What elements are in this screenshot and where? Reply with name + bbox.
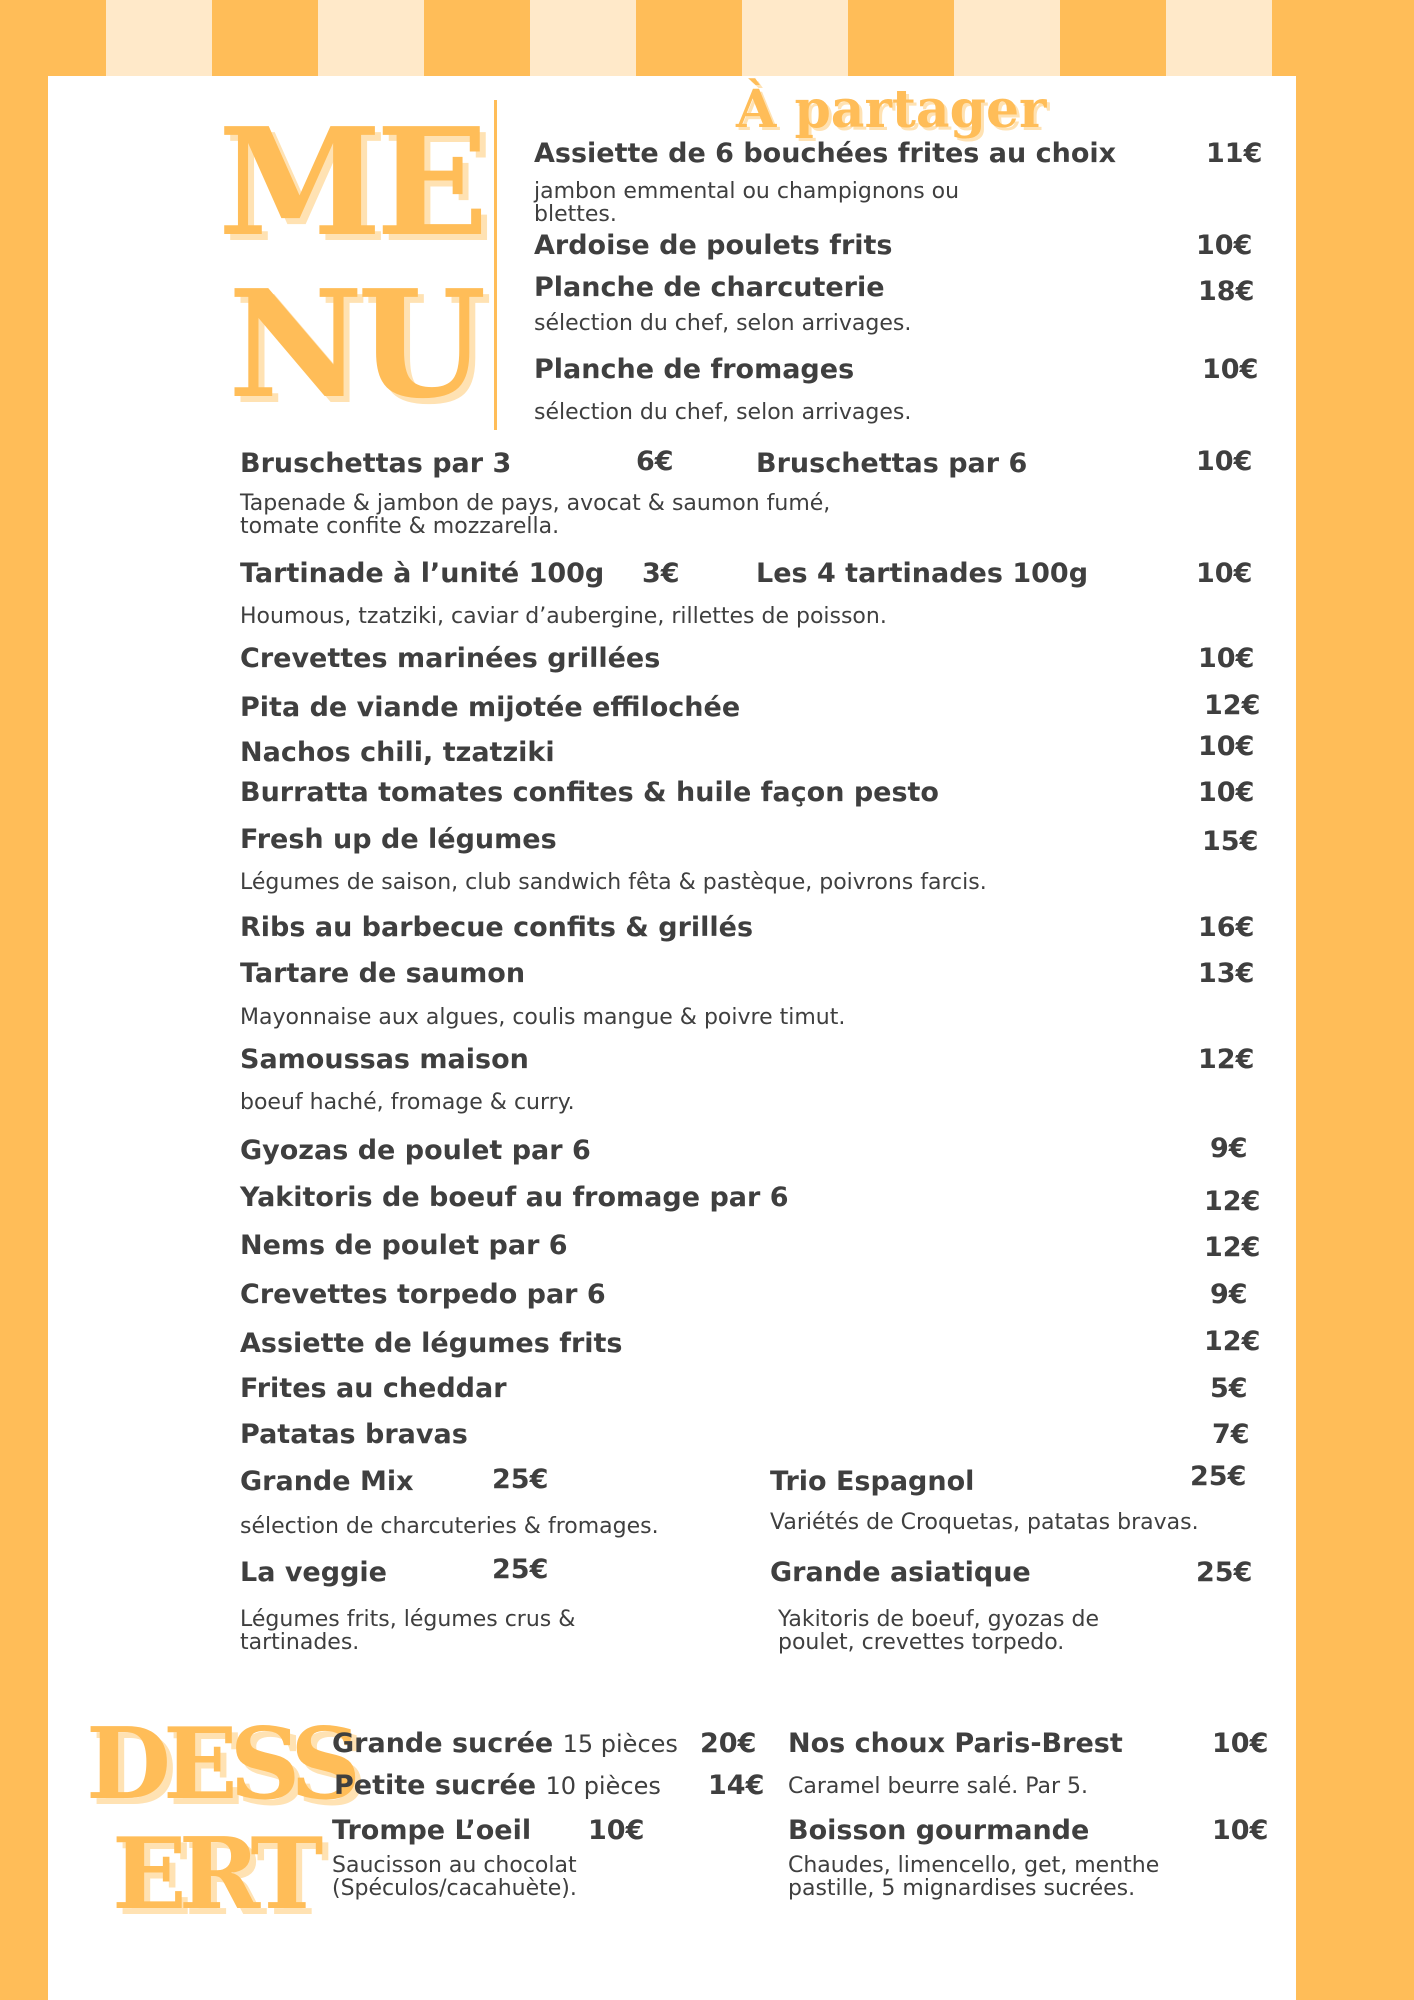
item-name: Planche de charcuterie	[534, 272, 885, 303]
item-name: Les 4 tartinades 100g	[756, 558, 1089, 589]
item-price: 16€	[1198, 912, 1255, 943]
dessert-qty: 15 pièces	[562, 1730, 678, 1758]
item-name: Pita de viande mijotée effilochée	[240, 692, 741, 723]
item-name: Gyozas de poulet par 6	[240, 1135, 591, 1166]
item-price: 12€	[1198, 1044, 1255, 1075]
item-name: Crevettes marinées grillées	[240, 643, 661, 674]
item-price: 12€	[1204, 690, 1261, 721]
item-price: 9€	[1210, 1279, 1248, 1310]
item-name: Frites au cheddar	[240, 1373, 507, 1404]
item-price: 12€	[1204, 1232, 1261, 1263]
dessert-price: 10€	[1212, 1815, 1269, 1846]
item-price: 10€	[1196, 446, 1253, 477]
dessert-name	[334, 1772, 661, 1799]
item-desc: Houmous, tzatziki, caviar d’aubergine, rillettes de poisson.	[240, 604, 887, 629]
platter-price: 25€	[1196, 1557, 1253, 1588]
left-border	[0, 0, 48, 2000]
item-price: 9€	[1210, 1133, 1248, 1164]
item-name: Fresh up de légumes	[240, 824, 557, 855]
dessert-logo-line1: DESS	[86, 1707, 354, 1822]
item-desc: Tapenade & jambon de pays, avocat & saumon fumé, tomate confite & mozzarella.	[240, 491, 831, 540]
dessert-desc: Caramel beurre salé. Par 5.	[788, 1774, 1088, 1799]
share-title: À partager	[736, 79, 1047, 140]
item-name: Assiette de 6 bouchées frites au choix	[534, 138, 1117, 169]
item-price: 6€	[636, 446, 674, 477]
item-price: 11€	[1206, 138, 1263, 169]
dessert-desc: Saucisson au chocolat (Spéculos/cacahuète).	[332, 1853, 577, 1902]
item-name: Nems de poulet par 6	[240, 1230, 568, 1261]
dessert-price: 20€	[700, 1728, 757, 1759]
dessert-name: Trompe L’oeil	[332, 1815, 532, 1846]
platter-name: Trio Espagnol	[770, 1466, 975, 1497]
item-price: 10€	[1198, 643, 1255, 674]
item-desc: sélection du chef, selon arrivages.	[534, 400, 912, 425]
item-name: Planche de fromages	[534, 354, 855, 385]
item-price: 10€	[1198, 731, 1255, 762]
dessert-title: Petite sucrée	[334, 1770, 537, 1801]
item-name: Bruschettas par 6	[756, 448, 1028, 479]
platter-desc: Variétés de Croquetas, patatas bravas.	[770, 1510, 1199, 1535]
platter-desc: Yakitoris de boeuf, gyozas de poulet, crevettes torpedo.	[778, 1607, 1099, 1656]
dessert-logo-line2: ERT	[112, 1817, 316, 1932]
item-price: 15€	[1202, 826, 1259, 857]
item-desc: Mayonnaise aux algues, coulis mangue & poivre timut.	[240, 1005, 846, 1030]
item-price: 13€	[1198, 958, 1255, 989]
item-price: 10€	[1196, 558, 1253, 589]
item-name: Tartinade à l’unité 100g	[240, 558, 605, 589]
dessert-title: Grande sucrée	[332, 1728, 554, 1759]
dessert-price: 10€	[588, 1815, 645, 1846]
divider	[494, 100, 497, 430]
item-name: Burratta tomates confites & huile façon pesto	[240, 777, 939, 808]
item-price: 10€	[1202, 354, 1259, 385]
menu-logo-line2: NU	[228, 257, 481, 431]
item-price: 5€	[1210, 1373, 1248, 1404]
item-name: Patatas bravas	[240, 1419, 468, 1450]
item-name: Crevettes torpedo par 6	[240, 1279, 606, 1310]
platter-name: Grande Mix	[240, 1466, 414, 1497]
item-name: Tartare de saumon	[240, 958, 526, 989]
item-price: 12€	[1204, 1186, 1261, 1217]
item-desc: sélection du chef, selon arrivages.	[534, 311, 912, 336]
dessert-price: 10€	[1212, 1728, 1269, 1759]
item-desc: Légumes de saison, club sandwich fêta & pastèque, poivrons farcis.	[240, 870, 987, 895]
dessert-price: 14€	[708, 1770, 765, 1801]
dessert-qty: 10 pièces	[545, 1772, 661, 1800]
item-name: Bruschettas par 3	[240, 448, 512, 479]
item-price: 10€	[1196, 230, 1253, 261]
item-name: Samoussas maison	[240, 1044, 529, 1075]
platter-price: 25€	[1190, 1461, 1247, 1492]
dessert-name	[332, 1730, 678, 1757]
item-desc: boeuf haché, fromage & curry.	[240, 1090, 575, 1115]
platter-name: La veggie	[240, 1557, 387, 1588]
item-price: 18€	[1198, 276, 1255, 307]
item-desc: jambon emmental ou champignons ou blettes.	[534, 179, 960, 228]
dessert-name: Nos choux Paris-Brest	[788, 1728, 1123, 1759]
dessert-name: Boisson gourmande	[788, 1815, 1090, 1846]
dessert-desc: Chaudes, limencello, get, menthe pastille, 5 mignardises sucrées.	[788, 1853, 1160, 1902]
item-name: Assiette de légumes frits	[240, 1328, 623, 1359]
item-price: 10€	[1198, 777, 1255, 808]
item-name: Yakitoris de boeuf au fromage par 6	[240, 1182, 789, 1213]
platter-price: 25€	[492, 1554, 549, 1585]
item-price: 12€	[1204, 1326, 1261, 1357]
item-price: 7€	[1212, 1419, 1250, 1450]
item-name: Ribs au barbecue confits & grillés	[240, 912, 754, 943]
item-name: Ardoise de poulets frits	[534, 230, 893, 261]
platter-name: Grande asiatique	[770, 1557, 1031, 1588]
platter-desc: sélection de charcuteries & fromages.	[240, 1514, 659, 1539]
right-border	[1300, 0, 1414, 2000]
platter-desc: Légumes frits, légumes crus & tartinades.	[240, 1607, 576, 1656]
platter-price: 25€	[492, 1464, 549, 1495]
menu-logo-line1: ME	[218, 95, 483, 269]
item-price: 3€	[642, 558, 680, 589]
item-name: Nachos chili, tzatziki	[240, 737, 555, 768]
